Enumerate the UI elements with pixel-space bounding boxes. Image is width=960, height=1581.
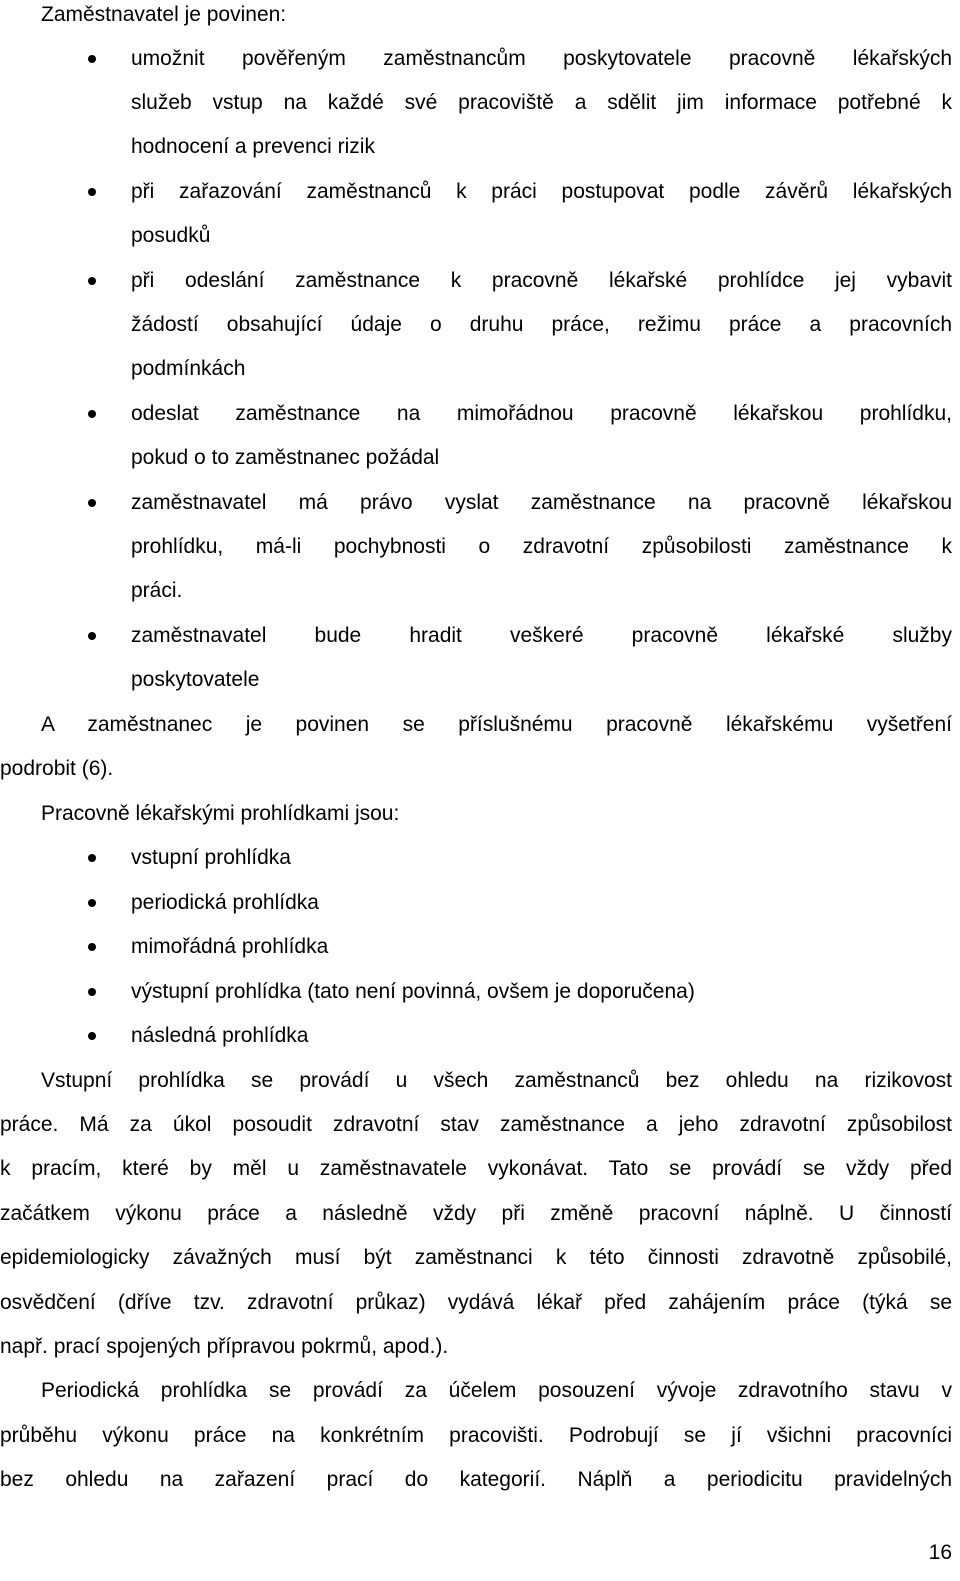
paragraph-line: začátkem výkonu práce a následně vždy při změně pracovní náplně. U činností [0, 1202, 952, 1225]
bullet-icon [88, 188, 96, 196]
list-item: následná prohlídka [131, 1024, 309, 1047]
paragraph-line: k pracím, které by měl u zaměstnavatele vykonávat. Tato se provádí se vždy před [0, 1157, 952, 1180]
list-item-line: poskytovatele [131, 668, 260, 691]
paragraph-line: A zaměstnanec je povinen se příslušnému pracovně lékařskému vyšetření [41, 713, 952, 736]
list-item-line: služeb vstup na každé své pracoviště a sdělit jim informace potřebné k [131, 91, 952, 114]
bullet-icon [88, 899, 96, 907]
list-item-line: při zařazování zaměstnanců k práci postupovat podle závěrů lékařských [131, 180, 952, 203]
bullet-icon [88, 632, 96, 640]
paragraph-line: např. prací spojených přípravou pokrmů, apod.). [0, 1335, 449, 1358]
list-item-line: žádostí obsahující údaje o druhu práce, režimu práce a pracovních [131, 313, 952, 336]
list-item-line: odeslat zaměstnance na mimořádnou pracovně lékařskou prohlídku, [131, 402, 952, 425]
paragraph-line: epidemiologicky závažných musí být zaměstnanci k této činnosti zdravotně způsobilé, [0, 1246, 952, 1269]
intro2-text: Pracovně lékařskými prohlídkami jsou: [41, 802, 400, 825]
bullet-icon [88, 499, 96, 507]
list-item-line: umožnit pověřeným zaměstnancům poskytovatele pracovně lékařských [131, 47, 952, 70]
list-item: periodická prohlídka [131, 891, 319, 914]
paragraph-line: průběhu výkonu práce na konkrétním pracovišti. Podrobují se jí všichni pracovníci [0, 1424, 952, 1447]
bullet-icon [88, 55, 96, 63]
bullet-icon [88, 410, 96, 418]
list-item-line: zaměstnavatel má právo vyslat zaměstnance na pracovně lékařskou [131, 491, 952, 514]
paragraph-line: podrobit (6). [0, 757, 114, 780]
list-item: výstupní prohlídka (tato není povinná, ovšem je doporučena) [131, 980, 695, 1003]
bullet-icon [88, 277, 96, 285]
intro-text: Zaměstnavatel je povinen: [41, 3, 287, 26]
list-item: mimořádná prohlídka [131, 935, 329, 958]
paragraph-line: bez ohledu na zařazení prací do kategorií. Náplň a periodicitu pravidelných [0, 1468, 952, 1491]
list-item: vstupní prohlídka [131, 846, 291, 869]
paragraph-line: Vstupní prohlídka se provádí u všech zaměstnanců bez ohledu na rizikovost [41, 1069, 952, 1092]
list-item-line: hodnocení a prevenci rizik [131, 135, 375, 158]
list-item-line: práci. [131, 579, 183, 602]
bullet-icon [88, 943, 96, 951]
list-item-line: pokud o to zaměstnanec požádal [131, 446, 440, 469]
list-item-line: zaměstnavatel bude hradit veškeré pracovně lékařské služby [131, 624, 952, 647]
list-item-line: podmínkách [131, 357, 246, 380]
bullet-icon [88, 1032, 96, 1040]
paragraph-line: práce. Má za úkol posoudit zdravotní stav zaměstnance a jeho zdravotní způsobilost [0, 1113, 952, 1136]
bullet-icon [88, 854, 96, 862]
bullet-icon [88, 988, 96, 996]
list-item-line: posudků [131, 224, 211, 247]
paragraph-line: Periodická prohlídka se provádí za účelem posouzení vývoje zdravotního stavu v [41, 1379, 952, 1402]
page-number: 16 [928, 1541, 952, 1564]
list-item-line: při odeslání zaměstnance k pracovně lékařské prohlídce jej vybavit [131, 269, 952, 292]
paragraph-line: osvědčení (dříve tzv. zdravotní průkaz) vydává lékař před zahájením práce (týká se [0, 1291, 952, 1314]
list-item-line: prohlídku, má-li pochybnosti o zdravotní způsobilosti zaměstnance k [131, 535, 952, 558]
